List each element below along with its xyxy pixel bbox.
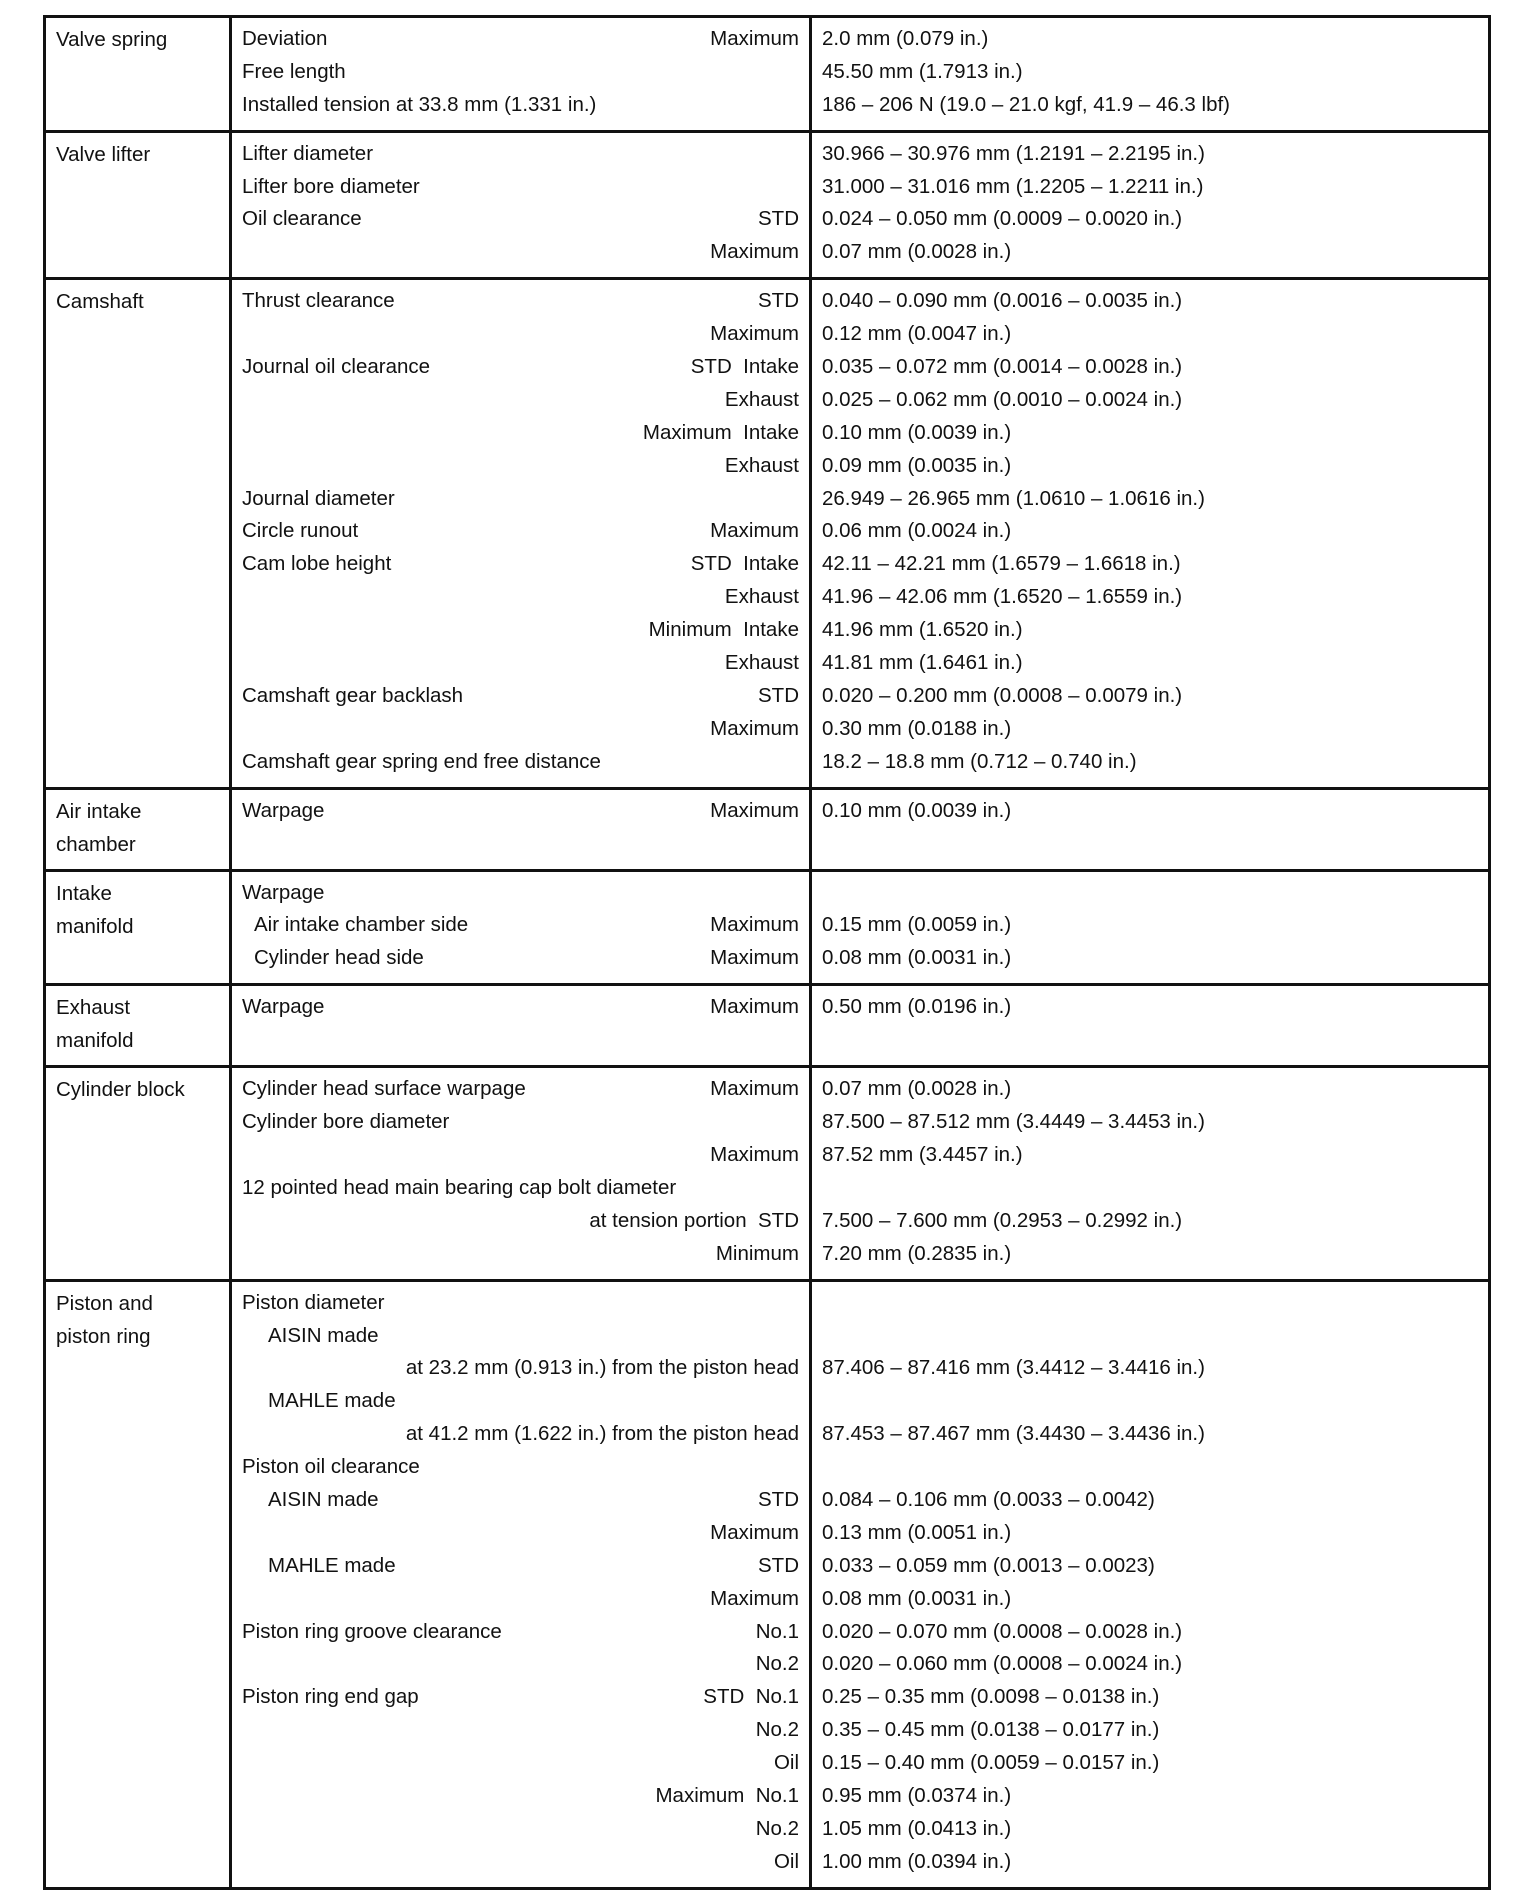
- spec-item-row: [242, 1583, 799, 1616]
- spec-qualifier: Exhaust: [724, 453, 799, 477]
- spec-item-label: Cylinder bore diameter: [242, 1110, 450, 1134]
- spec-item-row: [242, 1320, 799, 1353]
- spec-item-row: [242, 1385, 799, 1418]
- spec-item-label: Warpage: [242, 880, 325, 904]
- item-cell: [231, 279, 811, 788]
- spec-value: 0.12 mm (0.0047 in.): [822, 322, 1012, 346]
- spec-qualifier: STD: [758, 1487, 799, 1511]
- spec-qualifier: Maximum: [710, 1586, 799, 1610]
- spec-item-row: [242, 614, 799, 647]
- spec-value: 0.08 mm (0.0031 in.): [822, 1586, 1012, 1610]
- spec-value: 0.08 mm (0.0031 in.): [822, 946, 1012, 970]
- spec-value: 30.966 – 30.976 mm (1.2191 – 2.2195 in.): [822, 141, 1205, 165]
- spec-qualifier: at 41.2 mm (1.622 in.) from the piston head: [405, 1422, 799, 1446]
- spec-value: 0.15 – 0.40 mm (0.0059 – 0.0157 in.): [822, 1751, 1160, 1775]
- spec-value: [822, 877, 1478, 910]
- spec-qualifier: No.2: [755, 1816, 799, 1840]
- spec-qualifier: Exhaust: [724, 651, 799, 675]
- component-cell: [45, 1280, 231, 1888]
- spec-value: 0.020 – 0.070 mm (0.0008 – 0.0028 in.): [822, 1619, 1183, 1643]
- value-cell: [811, 985, 1490, 1067]
- specification-table-body: [45, 17, 1490, 1889]
- spec-qualifier: Maximum: [710, 240, 799, 264]
- spec-qualifier: Oil: [773, 1751, 799, 1775]
- spec-value: 0.30 mm (0.0188 in.): [822, 716, 1012, 740]
- spec-item-row: [242, 1714, 799, 1747]
- spec-item-row: [242, 581, 799, 614]
- spec-item-row: [242, 56, 799, 89]
- spec-item-row: [242, 1616, 799, 1649]
- spec-value: 0.35 – 0.45 mm (0.0138 – 0.0177 in.): [822, 1718, 1160, 1742]
- spec-qualifier: Exhaust: [724, 585, 799, 609]
- spec-value: 41.96 – 42.06 mm (1.6520 – 1.6559 in.): [822, 585, 1183, 609]
- spec-item-row: [242, 1205, 799, 1238]
- spec-value: 0.084 – 0.106 mm (0.0033 – 0.0042): [822, 1487, 1155, 1511]
- spec-value: 1.05 mm (0.0413 in.): [822, 1816, 1012, 1840]
- spec-item-row: [242, 877, 799, 910]
- spec-item-row: [242, 171, 799, 204]
- spec-qualifier: at tension portion STD: [589, 1208, 799, 1232]
- component-cell: [45, 279, 231, 788]
- spec-item-label: Piston diameter: [242, 1290, 385, 1314]
- spec-qualifier: Maximum: [710, 995, 799, 1019]
- spec-value: 0.13 mm (0.0051 in.): [822, 1520, 1012, 1544]
- spec-qualifier: Maximum: [710, 1520, 799, 1544]
- spec-qualifier: Maximum Intake: [642, 420, 799, 444]
- spec-item-label: Warpage: [242, 995, 325, 1019]
- spec-item-row: [242, 1517, 799, 1550]
- spec-item-row: [242, 384, 799, 417]
- spec-item-row: [242, 515, 799, 548]
- spec-item-row: [242, 285, 799, 318]
- spec-qualifier: STD: [758, 683, 799, 707]
- spec-item-label: MAHLE made: [268, 1553, 396, 1577]
- spec-section-intake-manifold: [45, 870, 1490, 985]
- spec-item-row: [242, 23, 799, 56]
- spec-item-label: Warpage: [242, 798, 325, 822]
- spec-item-row: [242, 1780, 799, 1813]
- item-cell: [231, 131, 811, 279]
- component-cell: [45, 131, 231, 279]
- spec-qualifier: Maximum: [710, 519, 799, 543]
- spec-item-row: [242, 1484, 799, 1517]
- spec-item-row: [242, 680, 799, 713]
- spec-value: 0.033 – 0.059 mm (0.0013 – 0.0023): [822, 1553, 1155, 1577]
- spec-value: 0.09 mm (0.0035 in.): [822, 453, 1012, 477]
- spec-qualifier: Maximum: [710, 716, 799, 740]
- spec-qualifier: STD: [758, 207, 799, 231]
- item-cell: [231, 17, 811, 132]
- spec-item-row: [242, 746, 799, 779]
- spec-qualifier: Maximum: [710, 322, 799, 346]
- spec-qualifier: STD Intake: [690, 552, 799, 576]
- specification-table: [43, 15, 1491, 1890]
- spec-value: 0.25 – 0.35 mm (0.0098 – 0.0138 in.): [822, 1685, 1160, 1709]
- spec-value: 0.07 mm (0.0028 in.): [822, 1077, 1012, 1101]
- spec-value: 0.020 – 0.200 mm (0.0008 – 0.0079 in.): [822, 683, 1183, 707]
- spec-item-row: [242, 417, 799, 450]
- component-name: manifold: [56, 914, 134, 938]
- spec-item-row: [242, 351, 799, 384]
- spec-value: 0.024 – 0.050 mm (0.0009 – 0.0020 in.): [822, 207, 1183, 231]
- spec-qualifier: No.1: [755, 1619, 799, 1643]
- spec-item-label: Circle runout: [242, 519, 359, 543]
- spec-item-row: [242, 1139, 799, 1172]
- spec-item-row: [242, 483, 799, 516]
- spec-qualifier: Oil: [773, 1849, 799, 1873]
- spec-value: 2.0 mm (0.079 in.): [822, 27, 989, 50]
- spec-item-row: [242, 1813, 799, 1846]
- spec-section-cylinder-block: [45, 1067, 1490, 1280]
- component-name: chamber: [56, 832, 136, 856]
- spec-value: [822, 1385, 1478, 1418]
- spec-qualifier: Maximum: [710, 27, 799, 50]
- spec-item-label: MAHLE made: [268, 1389, 396, 1413]
- spec-value: 0.025 – 0.062 mm (0.0010 – 0.0024 in.): [822, 387, 1183, 411]
- spec-section-valve-spring: [45, 17, 1490, 132]
- spec-qualifier: Minimum: [715, 1241, 799, 1265]
- spec-qualifier: Minimum Intake: [648, 618, 799, 642]
- spec-item-label: Air intake chamber side: [254, 913, 469, 937]
- spec-value: 7.20 mm (0.2835 in.): [822, 1241, 1012, 1265]
- spec-qualifier: No.2: [755, 1652, 799, 1676]
- spec-qualifier: No.2: [755, 1718, 799, 1742]
- value-cell: [811, 131, 1490, 279]
- value-cell: [811, 1067, 1490, 1280]
- spec-item-row: [242, 1681, 799, 1714]
- spec-value: [822, 1451, 1478, 1484]
- value-cell: [811, 279, 1490, 788]
- component-cell: [45, 870, 231, 985]
- spec-value: 0.10 mm (0.0039 in.): [822, 420, 1012, 444]
- spec-item-row: [242, 203, 799, 236]
- spec-item-row: [242, 713, 799, 746]
- spec-qualifier: Maximum: [710, 913, 799, 937]
- component-name: Intake: [56, 881, 112, 905]
- spec-value: 41.96 mm (1.6520 in.): [822, 618, 1023, 642]
- spec-item-label: Cylinder head side: [254, 946, 424, 970]
- component-name: Piston and: [56, 1291, 153, 1315]
- value-cell: [811, 788, 1490, 870]
- component-name: piston ring: [56, 1324, 151, 1348]
- spec-value: 0.10 mm (0.0039 in.): [822, 798, 1012, 822]
- spec-item-row: [242, 1073, 799, 1106]
- component-name: Exhaust: [56, 996, 131, 1020]
- spec-value: 0.020 – 0.060 mm (0.0008 – 0.0024 in.): [822, 1652, 1183, 1676]
- component-cell: [45, 788, 231, 870]
- component-cell: [45, 17, 231, 132]
- spec-value: 186 – 206 N (19.0 – 21.0 kgf, 41.9 – 46.3 lbf): [822, 92, 1231, 116]
- spec-qualifier: at 23.2 mm (0.913 in.) from the piston head: [405, 1356, 799, 1380]
- spec-value: 41.81 mm (1.6461 in.): [822, 651, 1023, 675]
- component-name: Air intake: [56, 799, 142, 823]
- spec-item-row: [242, 450, 799, 483]
- spec-qualifier: Maximum: [710, 1077, 799, 1101]
- spec-qualifier: Exhaust: [724, 387, 799, 411]
- spec-qualifier: STD Intake: [690, 355, 799, 379]
- item-cell: [231, 1067, 811, 1280]
- spec-item-label: Camshaft gear backlash: [242, 683, 464, 707]
- spec-item-row: [242, 1747, 799, 1780]
- spec-value: 31.000 – 31.016 mm (1.2205 – 1.2211 in.): [822, 174, 1204, 198]
- spec-value: 0.50 mm (0.0196 in.): [822, 995, 1012, 1019]
- spec-item-label: Thrust clearance: [242, 289, 395, 313]
- item-cell: [231, 788, 811, 870]
- spec-qualifier: Maximum No.1: [655, 1783, 799, 1807]
- spec-item-label: 12 pointed head main bearing cap bolt diameter: [242, 1175, 677, 1199]
- spec-value: 26.949 – 26.965 mm (1.0610 – 1.0616 in.): [822, 486, 1205, 510]
- component-name: manifold: [56, 1029, 134, 1053]
- spec-value: 0.035 – 0.072 mm (0.0014 – 0.0028 in.): [822, 355, 1183, 379]
- component-cell: [45, 985, 231, 1067]
- spec-item-row: [242, 909, 799, 942]
- spec-item-row: [242, 1106, 799, 1139]
- spec-item-row: [242, 991, 799, 1024]
- spec-value: 87.453 – 87.467 mm (3.4430 – 3.4436 in.): [822, 1422, 1205, 1446]
- spec-qualifier: STD: [758, 289, 799, 313]
- value-cell: [811, 17, 1490, 132]
- spec-item-label: Journal diameter: [242, 486, 395, 510]
- spec-section-air-intake-chamber: [45, 788, 1490, 870]
- spec-item-row: [242, 942, 799, 975]
- spec-value: 0.15 mm (0.0059 in.): [822, 913, 1012, 937]
- spec-item-row: [242, 318, 799, 351]
- spec-item-row: [242, 138, 799, 171]
- spec-item-label: Camshaft gear spring end free distance: [242, 749, 601, 773]
- spec-item-label: Cam lobe height: [242, 552, 392, 576]
- component-name: Camshaft: [56, 290, 144, 314]
- spec-item-label: Deviation: [242, 27, 328, 50]
- spec-item-label: Piston ring end gap: [242, 1685, 419, 1709]
- spec-item-row: [242, 1418, 799, 1451]
- spec-item-row: [242, 236, 799, 269]
- spec-qualifier: STD No.1: [703, 1685, 799, 1709]
- spec-value: 0.040 – 0.090 mm (0.0016 – 0.0035 in.): [822, 289, 1183, 313]
- item-cell: [231, 1280, 811, 1888]
- spec-qualifier: STD: [758, 1553, 799, 1577]
- spec-item-label: Free length: [242, 59, 346, 83]
- component-name: Valve spring: [56, 28, 168, 51]
- spec-value: 0.07 mm (0.0028 in.): [822, 240, 1012, 264]
- spec-item-label: Oil clearance: [242, 207, 362, 231]
- spec-value: 87.500 – 87.512 mm (3.4449 – 3.4453 in.): [822, 1110, 1205, 1134]
- item-cell: [231, 985, 811, 1067]
- spec-value: [822, 1287, 1478, 1320]
- spec-qualifier: Maximum: [710, 1143, 799, 1167]
- value-cell: [811, 870, 1490, 985]
- spec-qualifier: Maximum: [710, 946, 799, 970]
- spec-value: 0.95 mm (0.0374 in.): [822, 1783, 1012, 1807]
- spec-item-row: [242, 548, 799, 581]
- spec-value: 45.50 mm (1.7913 in.): [822, 59, 1023, 83]
- spec-item-label: Lifter bore diameter: [242, 174, 420, 198]
- spec-value: [822, 1172, 1478, 1205]
- spec-section-valve-lifter: [45, 131, 1490, 279]
- spec-section-camshaft: [45, 279, 1490, 788]
- spec-qualifier: Maximum: [710, 798, 799, 822]
- item-cell: [231, 870, 811, 985]
- spec-item-label: Piston ring groove clearance: [242, 1619, 502, 1643]
- spec-item-label: Cylinder head surface warpage: [242, 1077, 526, 1101]
- spec-value: 1.00 mm (0.0394 in.): [822, 1849, 1012, 1873]
- spec-item-row: [242, 1846, 799, 1879]
- spec-item-row: [242, 1238, 799, 1271]
- component-cell: [45, 1067, 231, 1280]
- spec-item-row: [242, 1287, 799, 1320]
- spec-item-row: [242, 1648, 799, 1681]
- spec-item-row: [242, 1172, 799, 1205]
- spec-item-label: Lifter diameter: [242, 141, 374, 165]
- spec-item-row: [242, 89, 799, 122]
- spec-value: 0.06 mm (0.0024 in.): [822, 519, 1012, 543]
- value-cell: [811, 1280, 1490, 1888]
- spec-item-row: [242, 647, 799, 680]
- spec-item-row: [242, 795, 799, 828]
- spec-item-row: [242, 1451, 799, 1484]
- spec-value: 42.11 – 42.21 mm (1.6579 – 1.6618 in.): [822, 552, 1181, 576]
- spec-value: 87.52 mm (3.4457 in.): [822, 1143, 1023, 1167]
- spec-item-label: AISIN made: [268, 1487, 379, 1511]
- spec-value: 18.2 – 18.8 mm (0.712 – 0.740 in.): [822, 749, 1137, 773]
- spec-item-label: Installed tension at 33.8 mm (1.331 in.): [242, 92, 597, 116]
- spec-item-label: Journal oil clearance: [242, 355, 431, 379]
- spec-value: 87.406 – 87.416 mm (3.4412 – 3.4416 in.): [822, 1356, 1205, 1380]
- spec-value: [822, 1320, 1478, 1353]
- spec-value: 7.500 – 7.600 mm (0.2953 – 0.2992 in.): [822, 1208, 1183, 1232]
- spec-section-exhaust-manifold: [45, 985, 1490, 1067]
- spec-item-label: Piston oil clearance: [242, 1455, 420, 1479]
- spec-item-row: [242, 1352, 799, 1385]
- component-name: Valve lifter: [56, 142, 151, 166]
- component-name: Cylinder block: [56, 1078, 185, 1102]
- spec-item-row: [242, 1550, 799, 1583]
- spec-section-piston-and-piston-ring: [45, 1280, 1490, 1888]
- spec-item-label: AISIN made: [268, 1323, 379, 1347]
